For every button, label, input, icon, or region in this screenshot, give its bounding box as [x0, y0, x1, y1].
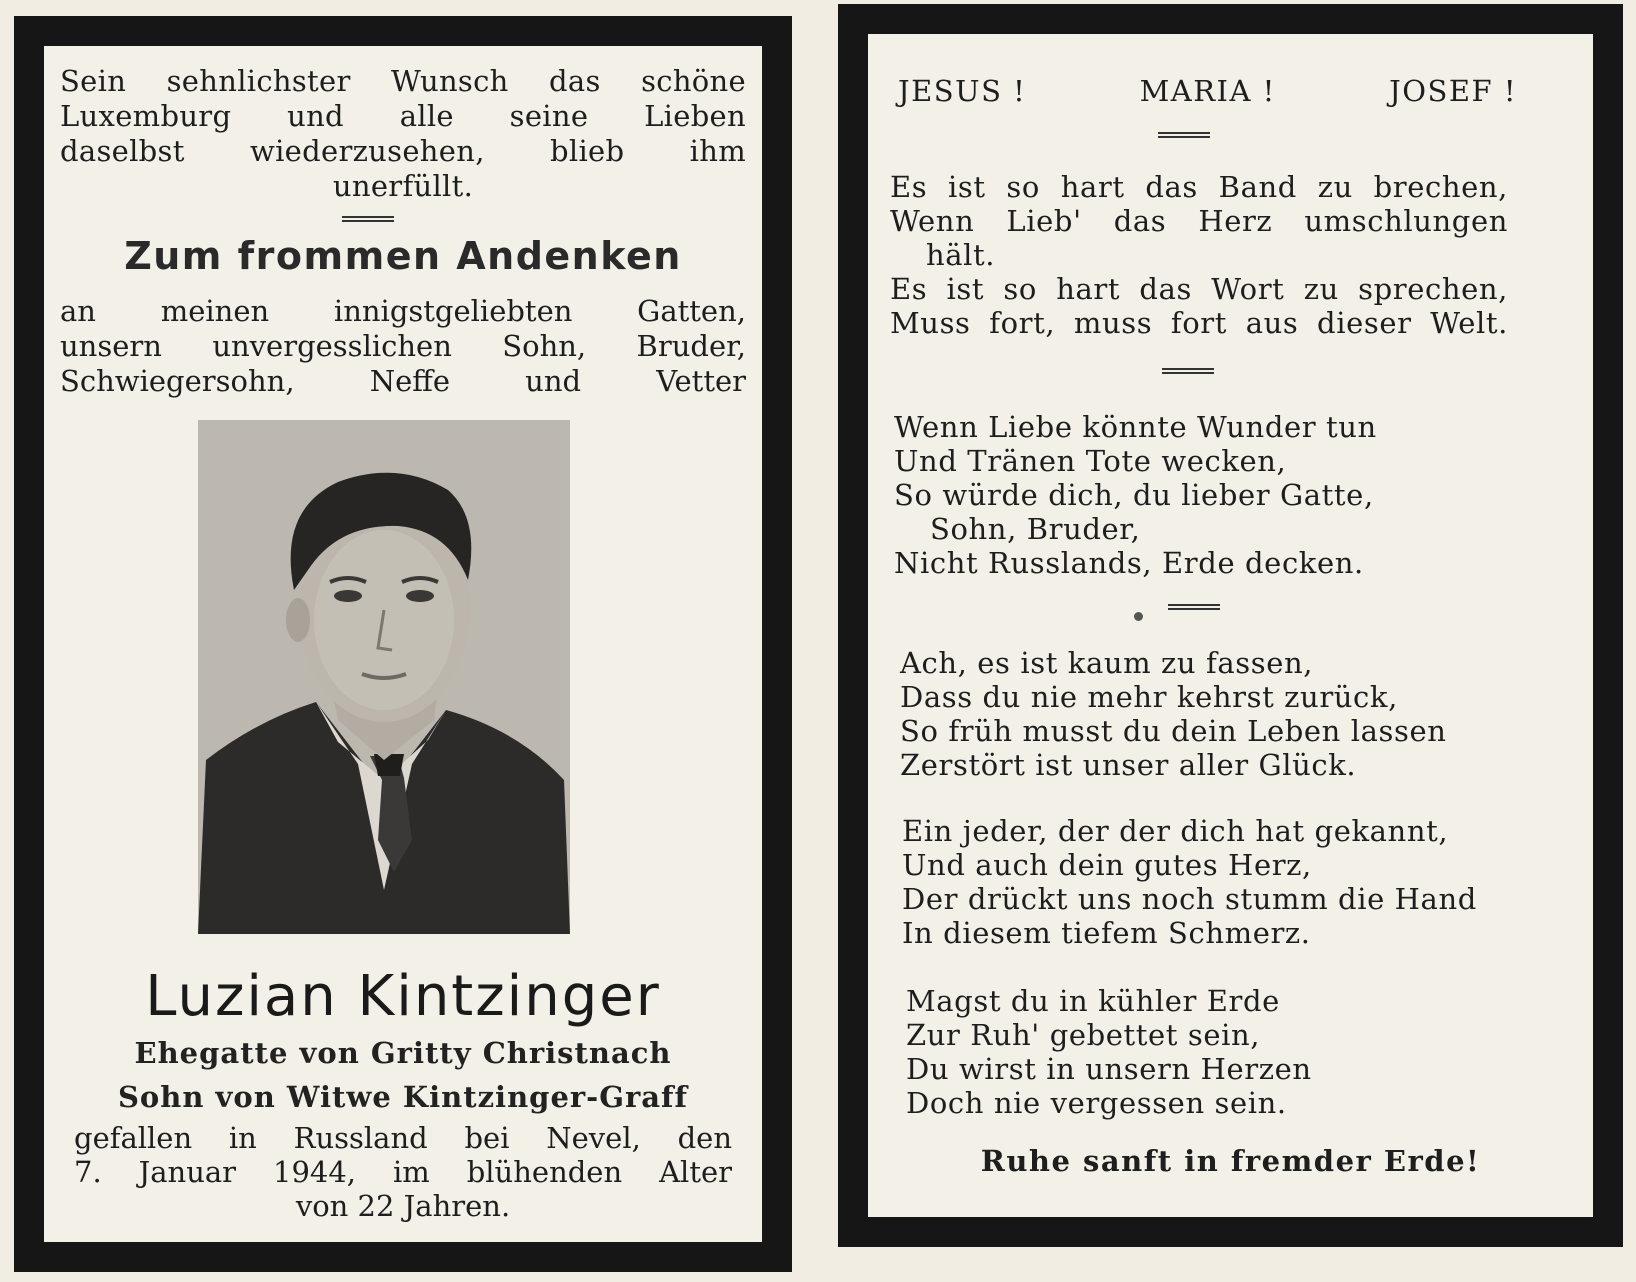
- intro-line: daselbst wiederzusehen, blieb ihm: [60, 134, 746, 168]
- poem-stanza: [902, 814, 1477, 950]
- death-line: von 22 Jahren.: [295, 1189, 511, 1223]
- double-rule-divider: [1158, 132, 1210, 138]
- portrait-photo: [198, 420, 570, 934]
- holy-names-row: [898, 74, 1517, 108]
- poem-line: Der drückt uns noch stumm die Hand: [902, 882, 1477, 916]
- poem-stanza: [906, 984, 1312, 1120]
- intro-line: Sein sehnlichster Wunsch das schöne: [60, 64, 746, 98]
- poem-line: Und Tränen Tote wecken,: [894, 444, 1287, 478]
- poem-line: Muss fort, muss fort aus dieser Welt.: [890, 306, 1508, 340]
- poem-line: Sohn, Bruder,: [930, 512, 1141, 546]
- holy-name: JOSEF !: [1389, 74, 1517, 108]
- poem-stanza: [894, 410, 1377, 580]
- intro-text: [60, 64, 746, 204]
- poem-line: Doch nie vergessen sein.: [906, 1086, 1287, 1120]
- holy-name: MARIA !: [1139, 74, 1276, 108]
- double-rule-divider: [1168, 604, 1220, 610]
- holy-name: JESUS !: [898, 74, 1027, 108]
- spouse-line: Ehegatte von Gritty Christnach: [134, 1036, 672, 1070]
- dedication-line: Schwiegersohn, Neffe und Vetter: [60, 364, 746, 398]
- poem-stanza: [890, 170, 1508, 340]
- dedication-line: unsern unvergesslichen Sohn, Bruder,: [60, 329, 746, 363]
- poem-line: Ach, es ist kaum zu fassen,: [900, 646, 1314, 680]
- deceased-name: Luzian Kintzinger: [145, 964, 661, 1029]
- poem-line: Zerstört ist unser aller Glück.: [900, 748, 1357, 782]
- poem-line: Es ist so hart das Wort zu sprechen,: [890, 272, 1508, 306]
- card-heading: Zum frommen Andenken: [124, 234, 682, 278]
- poem-line: Nicht Russlands, Erde decken.: [894, 546, 1364, 580]
- double-rule-divider: [1162, 368, 1214, 374]
- death-details: [74, 1121, 732, 1223]
- dedication-line: an meinen innigstgeliebten Gatten,: [60, 294, 746, 328]
- poem-line: Magst du in kühler Erde: [906, 984, 1280, 1018]
- poem-line: Ein jeder, der der dich hat gekannt,: [902, 814, 1449, 848]
- poem-line: Wenn Liebe könnte Wunder tun: [894, 410, 1377, 444]
- death-line: 7. Januar 1944, im blühenden Alter: [74, 1155, 732, 1189]
- poem-line: Zur Ruh' gebettet sein,: [906, 1018, 1261, 1052]
- dedication-text: [60, 294, 746, 399]
- poem-line: So früh musst du dein Leben lassen: [900, 714, 1447, 748]
- parent-line: Sohn von Witwe Kintzinger-Graff: [117, 1080, 688, 1114]
- intro-line: unerfüllt.: [332, 169, 474, 203]
- poem-line: Du wirst in unsern Herzen: [906, 1052, 1312, 1086]
- memorial-card-front: [14, 16, 792, 1272]
- closing-blessing: Ruhe sanft in fremder Erde!: [980, 1144, 1481, 1178]
- poem-line: Es ist so hart das Band zu brechen,: [890, 170, 1508, 204]
- poem-line: Wenn Lieb' das Herz umschlungen: [890, 204, 1508, 238]
- ornament-dot: [1134, 612, 1143, 621]
- poem-line: Und auch dein gutes Herz,: [902, 848, 1312, 882]
- poem-line: hält.: [926, 238, 996, 272]
- poem-line: In diesem tiefem Schmerz.: [902, 916, 1311, 950]
- memorial-card-back: [838, 4, 1623, 1247]
- poem-line: Dass du nie mehr kehrst zurück,: [900, 680, 1398, 714]
- death-line: gefallen in Russland bei Nevel, den: [74, 1121, 732, 1155]
- intro-line: Luxemburg und alle seine Lieben: [60, 99, 746, 133]
- double-rule-divider: [342, 216, 394, 222]
- poem-stanza: [900, 646, 1447, 782]
- poem-line: So würde dich, du lieber Gatte,: [894, 478, 1374, 512]
